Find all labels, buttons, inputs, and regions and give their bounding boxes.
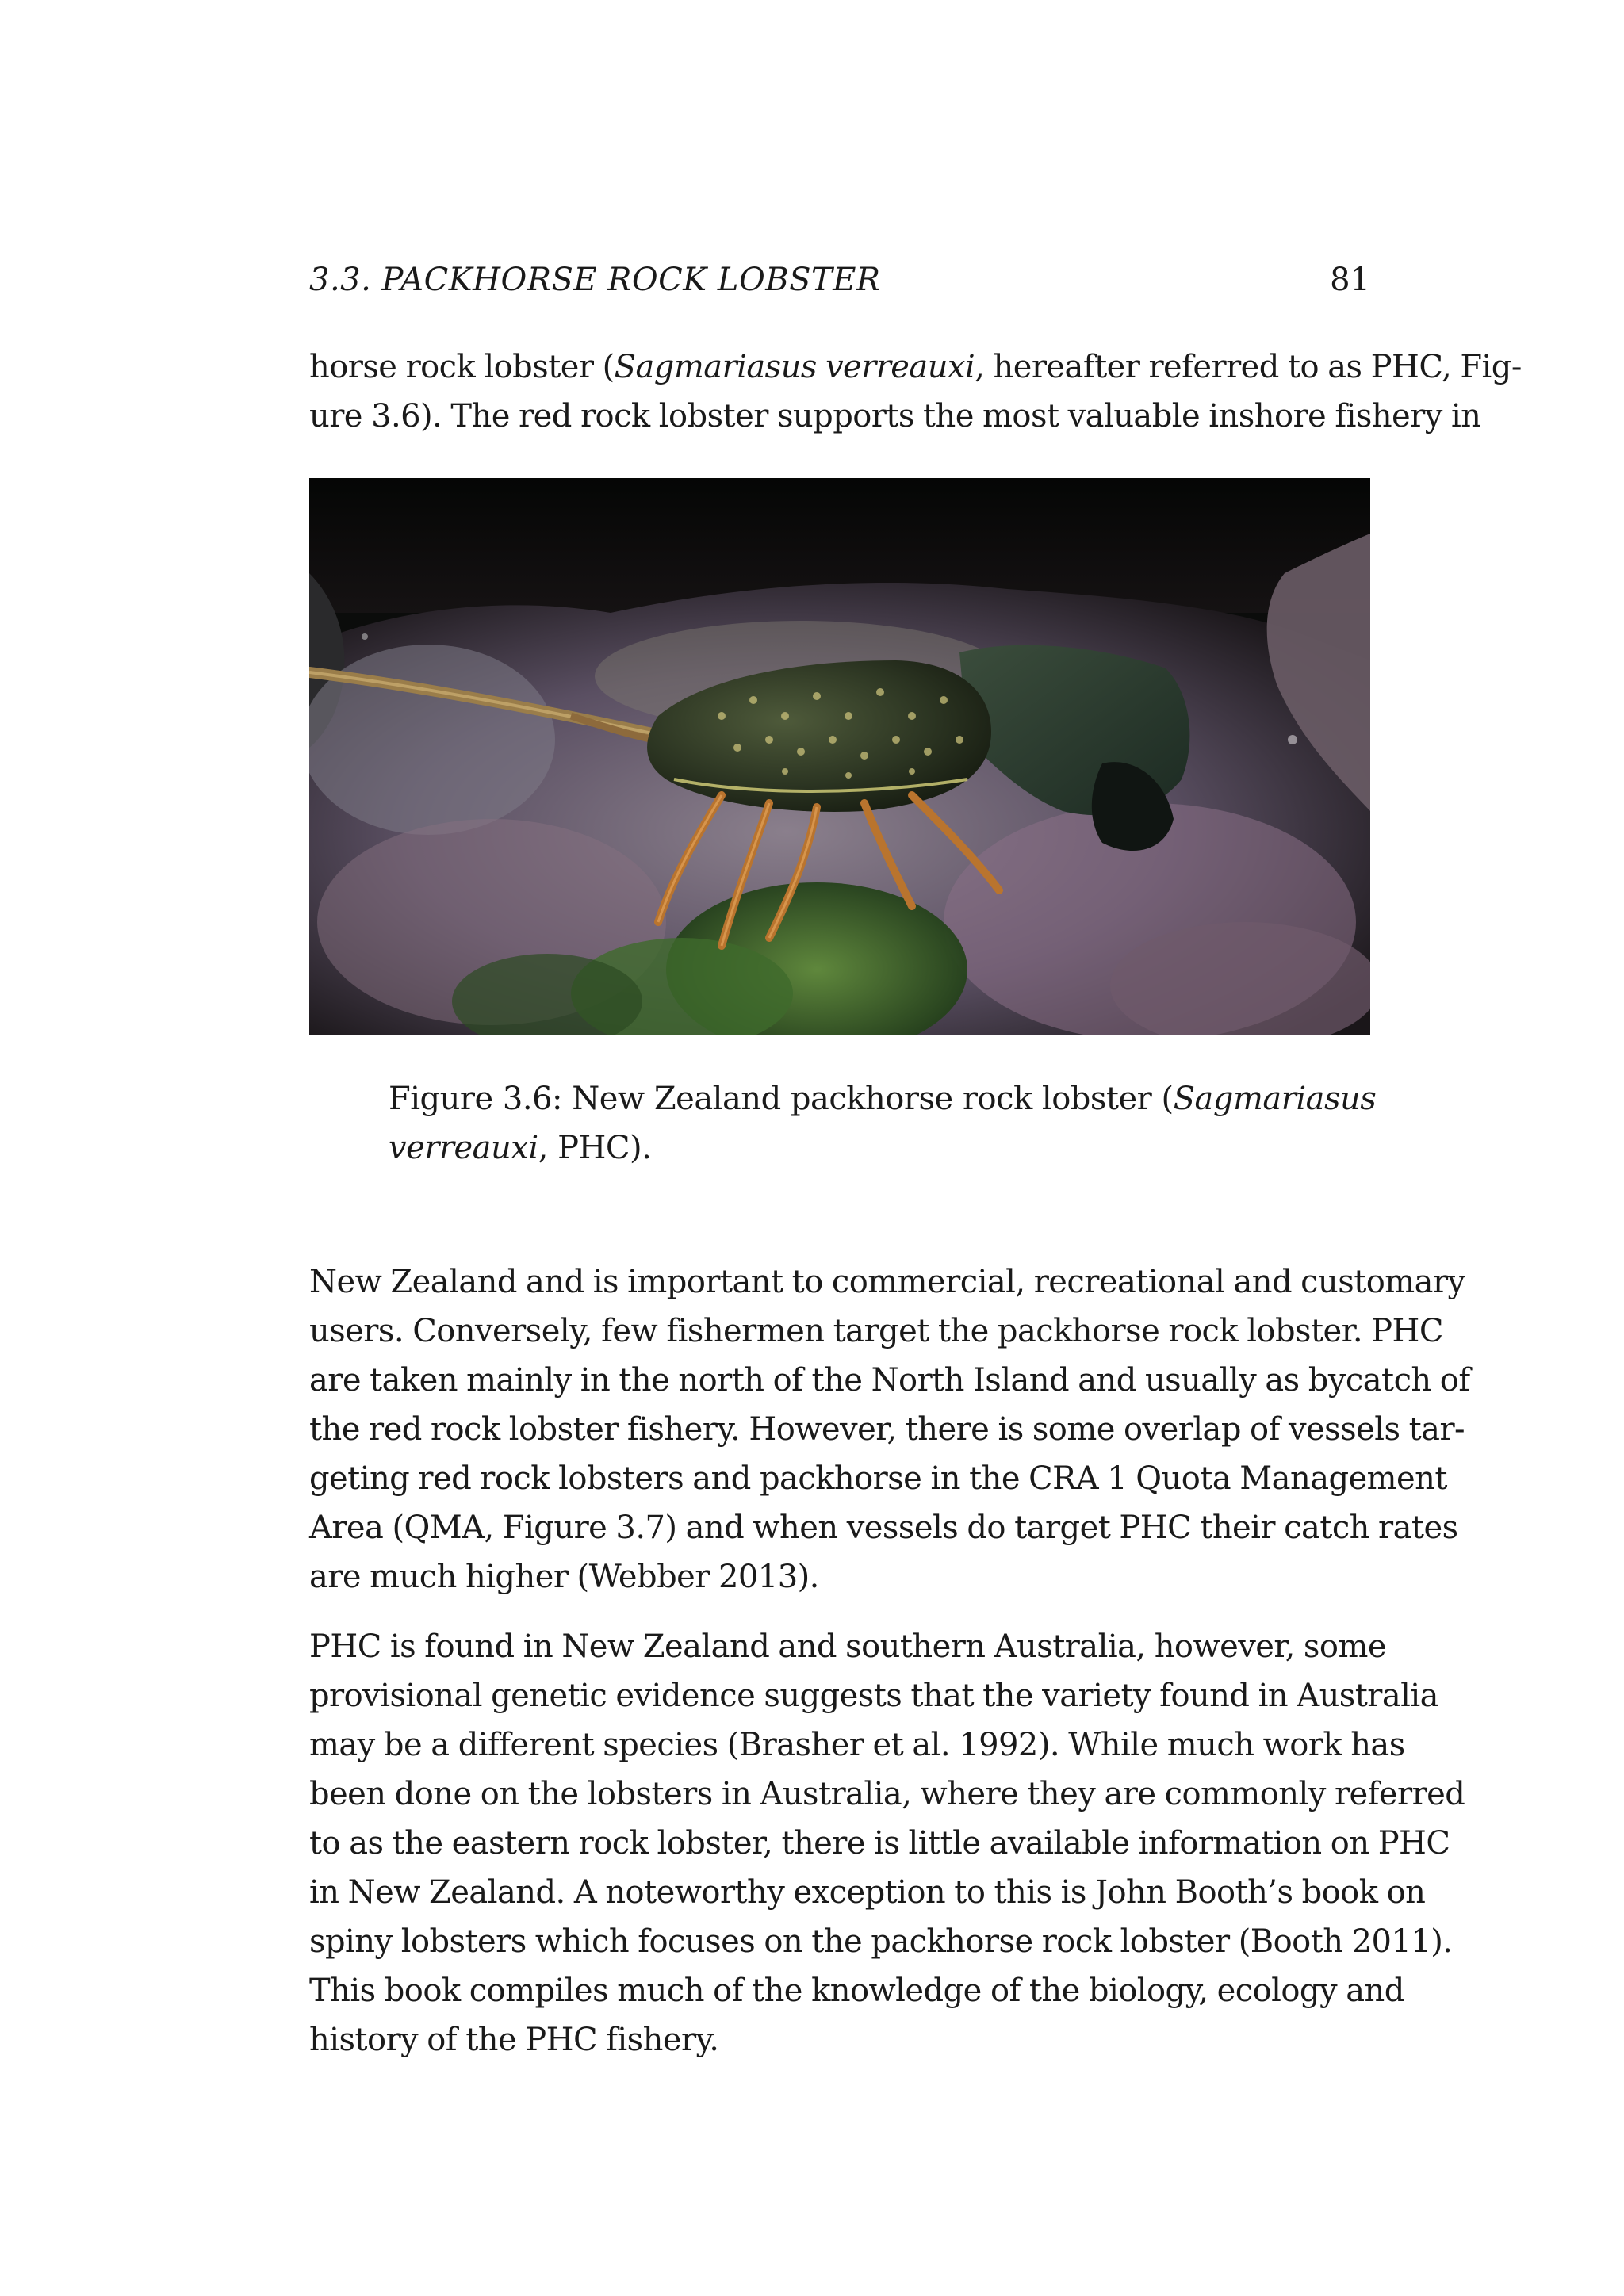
text-line: New Zealand and is important to commercial, recreational and customary xyxy=(309,1264,1465,1300)
continued-paragraph xyxy=(309,342,1522,441)
text-line: PHC is found in New Zealand and southern Australia, however, some xyxy=(309,1628,1386,1665)
text-line: history of the PHC fishery. xyxy=(309,2022,719,2058)
text-line: horse rock lobster (Sagmariasus verreauxi, hereafter referred to as PHC, Fig- xyxy=(309,349,1522,385)
figure-caption xyxy=(389,1074,1377,1173)
text-line: provisional genetic evidence suggests that the variety found in Australia xyxy=(309,1678,1438,1714)
lobster-photograph xyxy=(309,478,1370,1035)
body-paragraph-2 xyxy=(309,1257,1470,1601)
text-line: are much higher (Webber 2013). xyxy=(309,1559,819,1595)
text-line: are taken mainly in the north of the North Island and usually as bycatch of xyxy=(309,1362,1470,1399)
caption-species-name: Sagmariasus xyxy=(1173,1081,1377,1117)
text-line: been done on the lobsters in Australia, where they are commonly referred xyxy=(309,1776,1465,1812)
text-line: to as the eastern rock lobster, there is little available information on PHC xyxy=(309,1825,1450,1862)
page-number: 81 xyxy=(1330,262,1370,298)
caption-species-name: verreauxi xyxy=(389,1130,538,1166)
caption-line: Figure 3.6: New Zealand packhorse rock lobster (Sagmariasus xyxy=(389,1081,1377,1117)
section-title: 3.3. PACKHORSE ROCK LOBSTER xyxy=(309,262,881,298)
text-line: This book compiles much of the knowledge of the biology, ecology and xyxy=(309,1973,1404,2009)
body-paragraph-3 xyxy=(309,1622,1465,2064)
species-name: Sagmariasus verreauxi xyxy=(614,349,975,385)
document-page xyxy=(309,0,1522,2296)
lobster-photo-illustration xyxy=(309,478,1370,1035)
text-line: in New Zealand. A noteworthy exception to this is John Booth’s book on xyxy=(309,1874,1426,1911)
text-line: users. Conversely, few fishermen target the packhorse rock lobster. PHC xyxy=(309,1313,1443,1349)
text-line: may be a different species (Brasher et al. 1992). While much work has xyxy=(309,1727,1405,1763)
running-header xyxy=(309,258,1370,302)
text-line: geting red rock lobsters and packhorse in the CRA 1 Quota Management xyxy=(309,1460,1447,1497)
text-line: spiny lobsters which focuses on the packhorse rock lobster (Booth 2011). xyxy=(309,1923,1453,1960)
text-line: Area (QMA, Figure 3.7) and when vessels do target PHC their catch rates xyxy=(309,1510,1458,1546)
caption-line: verreauxi, PHC). xyxy=(389,1130,652,1166)
text-line: ure 3.6). The red rock lobster supports the most valuable inshore fishery in xyxy=(309,398,1481,434)
text-line: the red rock lobster fishery. However, there is some overlap of vessels tar- xyxy=(309,1411,1465,1448)
